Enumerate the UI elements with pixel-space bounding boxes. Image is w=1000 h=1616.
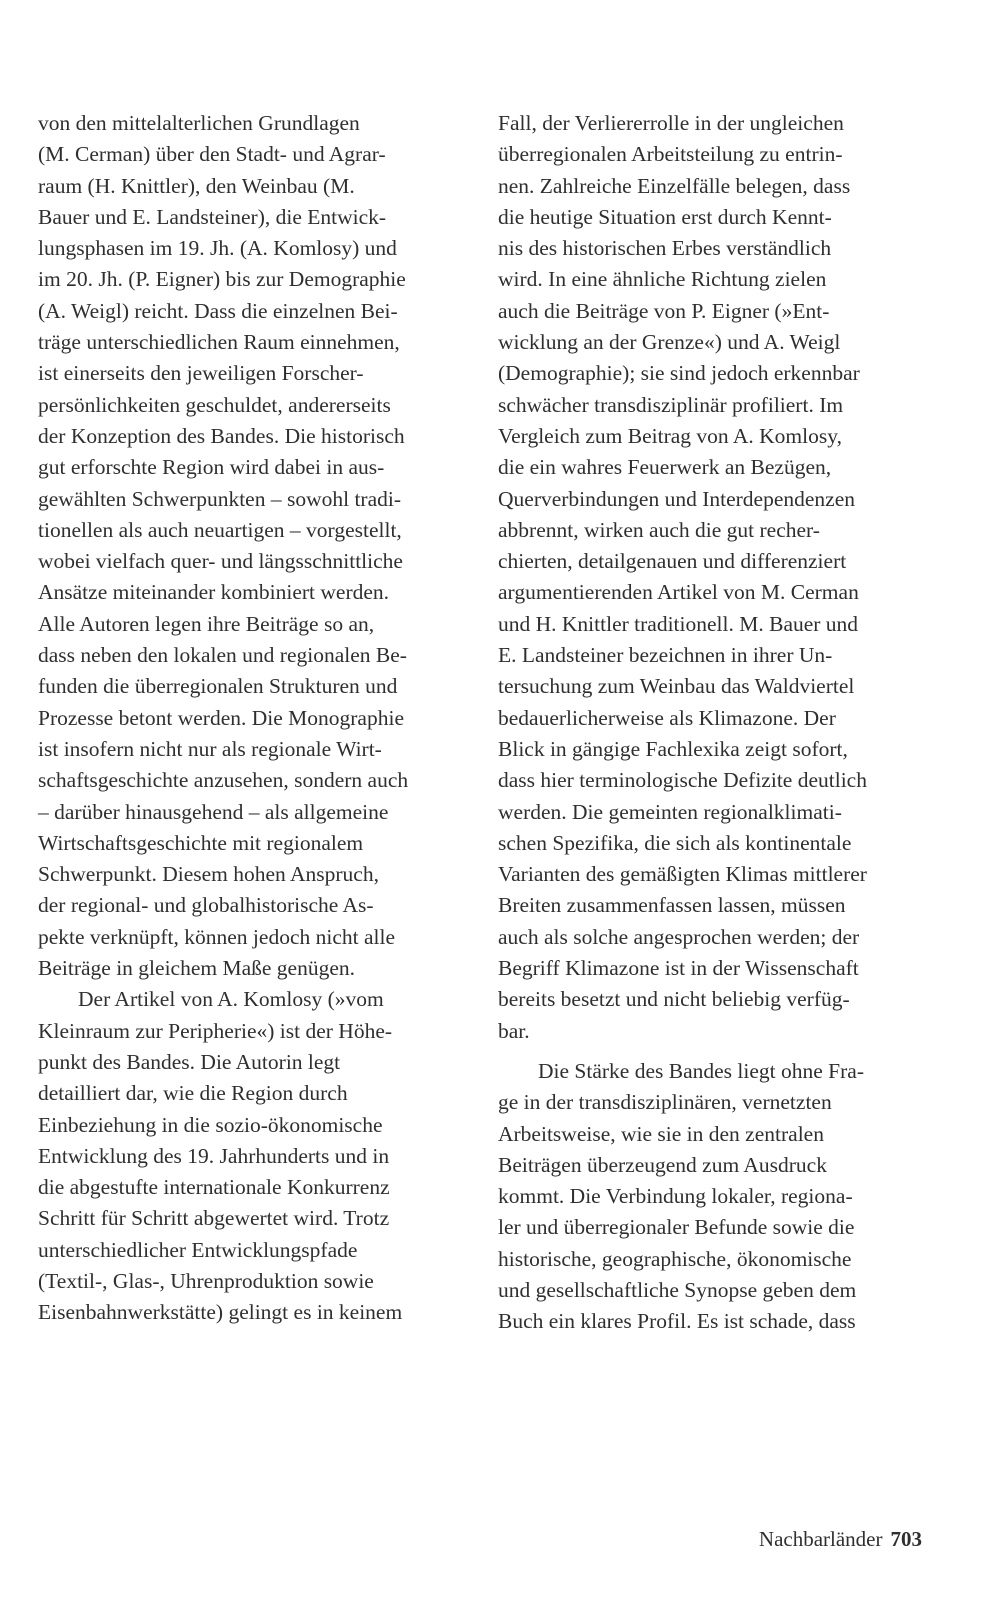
- text-line: träge unterschiedlichen Raum einnehmen,: [38, 330, 400, 355]
- text-line: Beiträgen überzeugend zum Ausdruck: [498, 1152, 827, 1177]
- text-line: und H. Knittler traditionell. M. Bauer und: [498, 611, 859, 636]
- text-line: die heutige Situation erst durch Kennt-: [498, 204, 832, 229]
- running-title: Nachbarländer: [758, 1527, 883, 1551]
- text-line: nen. Zahlreiche Einzelfälle belegen, dass: [498, 173, 851, 198]
- text-line: wird. In eine ähnliche Richtung zielen: [498, 267, 827, 292]
- text-line: Einbeziehung in die sozio-ökonomische: [38, 1112, 383, 1137]
- text-line: der Konzeption des Bandes. Die historisch: [38, 423, 405, 448]
- text-line: nis des historischen Erbes verständlich: [498, 236, 832, 261]
- page-number: 703: [890, 1527, 922, 1551]
- text-line: persönlichkeiten geschuldet, andererseits: [38, 392, 391, 417]
- text-line: (A. Weigl) reicht. Dass die einzelnen Bei-: [38, 298, 398, 323]
- text-line: Alle Autoren legen ihre Beiträge so an,: [38, 611, 375, 636]
- text-line: die abgestufte internationale Konkurrenz: [38, 1175, 390, 1200]
- text-line: bar.: [498, 1018, 530, 1043]
- text-line: Buch ein klares Profil. Es ist schade, dass: [498, 1309, 856, 1334]
- text-line: ge in der transdisziplinären, vernetzten: [498, 1090, 832, 1115]
- text-line: schwächer transdisziplinär profiliert. Im: [498, 392, 844, 417]
- text-line: im 20. Jh. (P. Eigner) bis zur Demographie: [38, 267, 406, 292]
- text-line: Varianten des gemäßigten Klimas mittlerer: [498, 862, 867, 887]
- text-line: Fall, der Verliererrolle in der ungleichen: [498, 111, 844, 135]
- text-line: Schwerpunkt. Diesem hohen Anspruch,: [38, 862, 379, 887]
- text-line: schaftsgeschichte anzusehen, sondern auch: [38, 768, 409, 793]
- text-line: Begriff Klimazone ist in der Wissenschaft: [498, 956, 859, 981]
- text-line: Bauer und E. Landsteiner), die Entwick-: [38, 204, 387, 229]
- text-line: raum (H. Knittler), den Weinbau (M.: [38, 173, 355, 198]
- text-line: historische, geographische, ökonomische: [498, 1246, 852, 1271]
- text-line: Vergleich zum Beitrag von A. Komlosy,: [498, 423, 842, 448]
- text-line: – darüber hinausgehend – als allgemeine: [38, 799, 389, 824]
- text-line: (Demographie); sie sind jedoch erkennbar: [498, 361, 860, 386]
- text-line: detailliert dar, wie die Region durch: [38, 1081, 348, 1106]
- text-line: tersuchung zum Weinbau das Waldviertel: [498, 674, 855, 699]
- text-line: die ein wahres Feuerwerk an Bezügen,: [498, 455, 832, 480]
- text-line: Kleinraum zur Peripherie«) ist der Höhe-: [38, 1018, 393, 1043]
- text-line: ler und überregionaler Befunde sowie die: [498, 1215, 855, 1240]
- text-line: bereits besetzt und nicht beliebig verfüg-: [498, 987, 850, 1012]
- text-line: Ansätze miteinander kombiniert werden.: [38, 580, 390, 605]
- text-line: pekte verknüpft, können jedoch nicht alle: [38, 924, 396, 949]
- text-line: schen Spezifika, die sich als kontinentale: [498, 830, 852, 855]
- text-line: (Textil-, Glas-, Uhrenproduktion sowie: [38, 1268, 374, 1293]
- text-line: Eisenbahnwerkstätte) gelingt es in keinem: [38, 1300, 403, 1325]
- text-line: wicklung an der Grenze«) und A. Weigl: [498, 330, 841, 355]
- text-line: Blick in gängige Fachlexika zeigt sofort,: [498, 736, 848, 761]
- text-line: Schritt für Schritt abgewertet wird. Trotz: [38, 1206, 390, 1231]
- text-line: ist insofern nicht nur als regionale Wirt-: [38, 736, 382, 761]
- text-line: und gesellschaftliche Synopse geben dem: [498, 1277, 857, 1302]
- text-line: gewählten Schwerpunkten – sowohl tradi-: [38, 486, 402, 511]
- text-line: der regional- und globalhistorische As-: [38, 893, 374, 918]
- text-line: Arbeitsweise, wie sie in den zentralen: [498, 1121, 824, 1146]
- text-line: von den mittelalterlichen Grundlagen: [38, 111, 360, 135]
- text-line: Querverbindungen und Interdependenzen: [498, 486, 855, 511]
- text-line: wobei vielfach quer- und längsschnittliche: [38, 549, 403, 574]
- text-line: unterschiedlicher Entwicklungspfade: [38, 1237, 358, 1262]
- text-line: argumentierenden Artikel von M. Cerman: [498, 580, 859, 605]
- text-line: E. Landsteiner bezeichnen in ihrer Un-: [498, 643, 833, 668]
- text-line: funden die überregionalen Strukturen und: [38, 674, 398, 699]
- text-line: auch die Beiträge von P. Eigner (»Ent-: [498, 298, 830, 323]
- text-line: Prozesse betont werden. Die Monographie: [38, 705, 404, 730]
- text-line: Die Stärke des Bandes liegt ohne Fra-: [538, 1058, 864, 1083]
- right-text-column: [498, 108, 928, 1338]
- left-text-column: [38, 108, 468, 1329]
- text-line: Entwicklung des 19. Jahrhunderts und in: [38, 1143, 390, 1168]
- text-line: Beiträge in gleichem Maße genügen.: [38, 956, 356, 981]
- text-line: bedauerlicherweise als Klimazone. Der: [498, 705, 836, 730]
- page-footer: [759, 1524, 922, 1554]
- text-line: gut erforschte Region wird dabei in aus-: [38, 455, 385, 480]
- text-line: ist einerseits den jeweiligen Forscher-: [38, 361, 364, 386]
- text-line: werden. Die gemeinten regionalklimati-: [498, 799, 842, 824]
- text-line: Breiten zusammenfassen lassen, müssen: [498, 893, 846, 918]
- text-line: punkt des Bandes. Die Autorin legt: [38, 1049, 341, 1074]
- text-line: (M. Cerman) über den Stadt- und Agrar-: [38, 142, 386, 167]
- text-line: auch als solche angesprochen werden; der: [498, 924, 860, 949]
- text-line: abbrennt, wirken auch die gut recher-: [498, 517, 820, 542]
- text-line: dass hier terminologische Defizite deutlich: [498, 768, 867, 793]
- text-line: Der Artikel von A. Komlosy (»vom: [78, 987, 384, 1012]
- text-line: lungsphasen im 19. Jh. (A. Komlosy) und: [38, 236, 397, 261]
- text-line: überregionalen Arbeitsteilung zu entrin-: [498, 142, 843, 167]
- text-line: Wirtschaftsgeschichte mit regionalem: [38, 830, 364, 855]
- text-line: dass neben den lokalen und regionalen Be-: [38, 643, 407, 668]
- text-line: tionellen als auch neuartigen – vorgestellt,: [38, 517, 402, 542]
- text-line: chierten, detailgenauen und differenziert: [498, 549, 847, 574]
- text-line: kommt. Die Verbindung lokaler, regiona-: [498, 1184, 853, 1209]
